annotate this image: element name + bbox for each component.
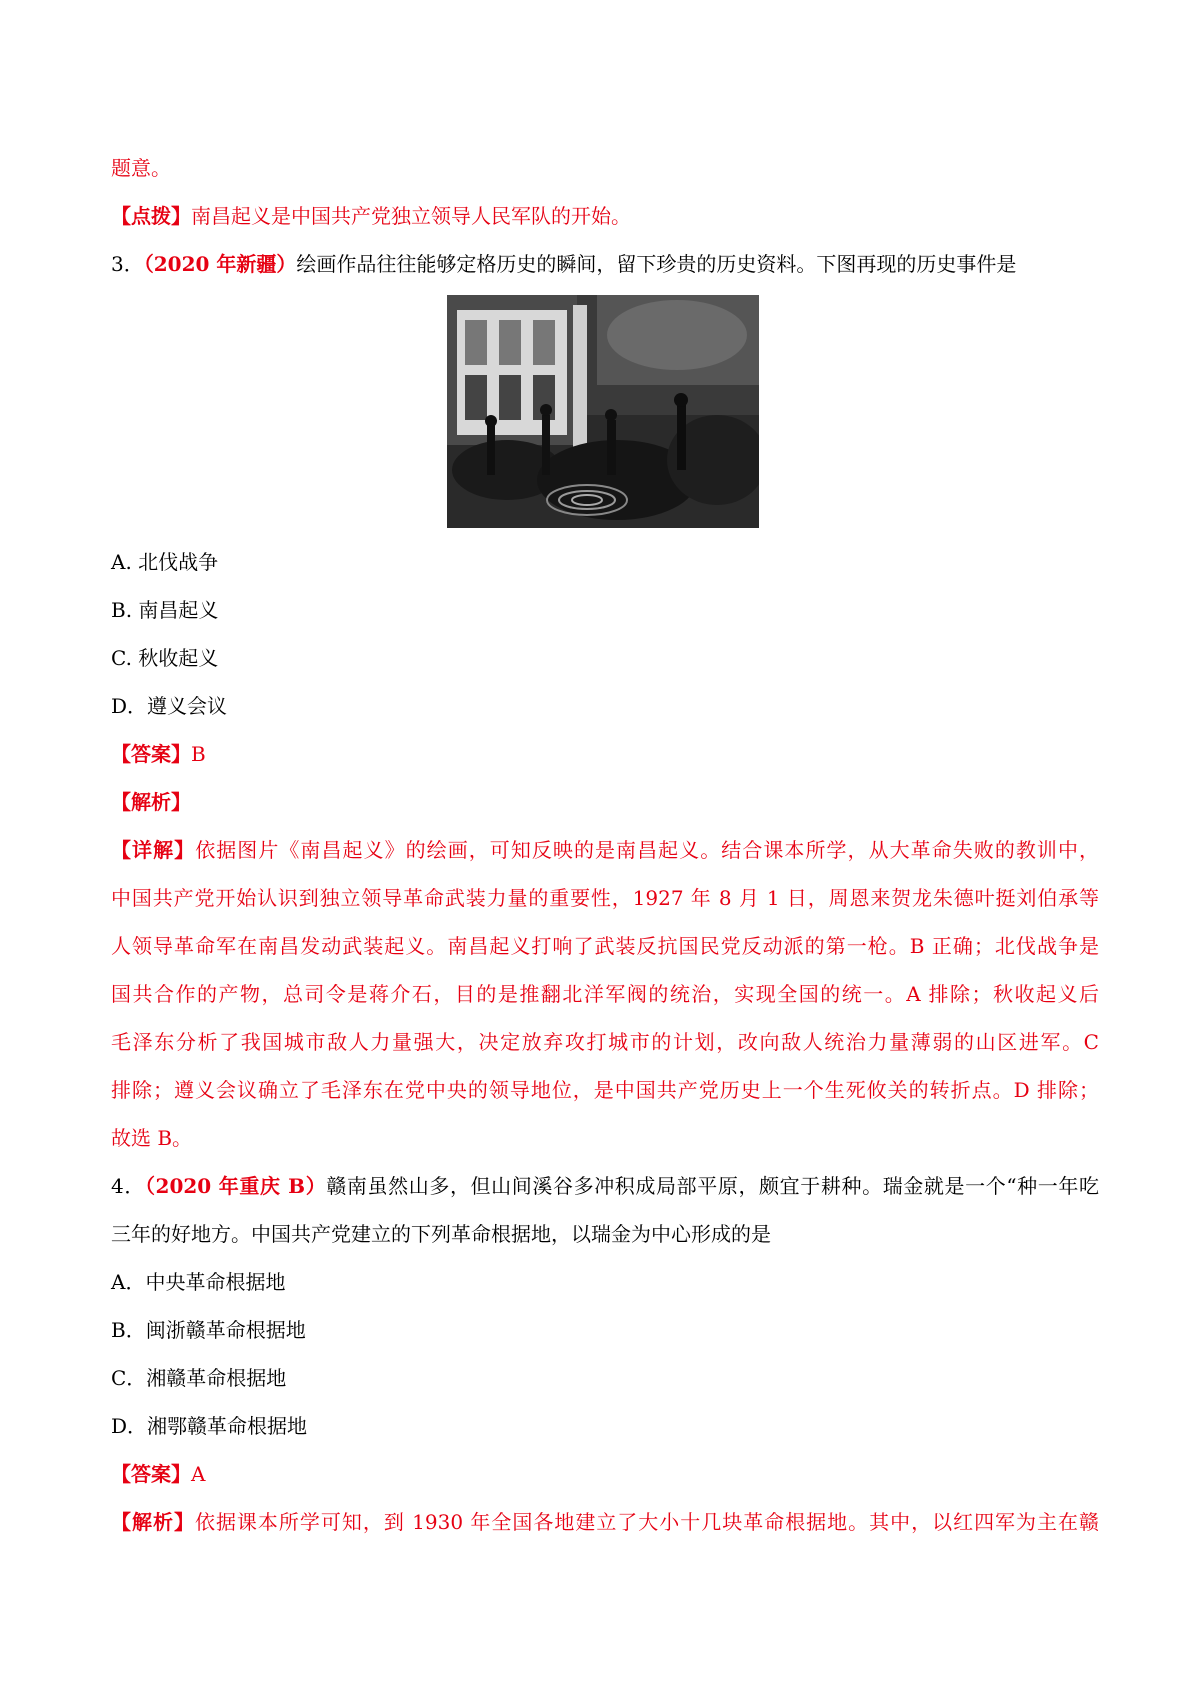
q4-option-b: B．闽浙赣革命根据地 <box>111 1318 306 1342</box>
q3-answer <box>111 740 206 768</box>
q4-analysis <box>111 1508 1099 1536</box>
q3-stem-text: 绘画作品往往能够定格历史的瞬间，留下珍贵的历史资料。下图再现的历史事件是 <box>296 252 1017 276</box>
q3-detail-line: 排除；遵义会议确立了毛泽东在党中央的领导地位，是中国共产党历史上一个生死攸关的转折点。D 排除； <box>111 1078 1099 1102</box>
q4-answer <box>111 1460 205 1488</box>
q4-stem <box>111 1172 1099 1200</box>
q3-number: 3． <box>111 252 144 276</box>
q3-option-c: C. 秋收起义 <box>111 646 219 670</box>
q4-analysis-text: 依据课本所学可知，到 1930 年全国各地建立了大小十几块革命根据地。其中，以红四军为主在赣 <box>194 1510 1099 1534</box>
q4-number: 4． <box>111 1174 145 1198</box>
q4-option-c: C．湘赣革命根据地 <box>111 1366 287 1390</box>
q3-option-d: D．遵义会议 <box>111 694 228 718</box>
q3-answer-value: B <box>191 742 206 766</box>
q3-analysis-label: 【解析】 <box>111 790 191 814</box>
q4-option-d: D．湘鄂赣革命根据地 <box>111 1414 308 1438</box>
q4-option-a: A．中央革命根据地 <box>111 1270 286 1294</box>
q3-source: （2020 年新疆） <box>143 252 297 276</box>
q3-detail-line <box>111 836 1099 864</box>
q4-stem-text: 赣南虽然山多，但山间溪谷多冲积成局部平原，颇宜于耕种。瑞金就是一个“种一年吃 <box>326 1174 1099 1198</box>
hint-text: 南昌起义是中国共产党独立领导人民军队的开始。 <box>191 204 631 228</box>
q3-stem <box>111 250 1016 278</box>
q4-source: （2020 年重庆 B） <box>144 1174 327 1198</box>
prev-tail: 题意。 <box>111 156 171 180</box>
nanchang-uprising-painting-icon <box>447 295 759 528</box>
q3-option-b: B. 南昌起义 <box>111 598 219 622</box>
q3-detail-line: 故选 B。 <box>111 1126 193 1150</box>
q4-analysis-label: 【解析】 <box>111 1510 195 1534</box>
q4-stem-line2: 三年的好地方。中国共产党建立的下列革命根据地，以瑞金为中心形成的是 <box>111 1222 771 1246</box>
hint-label: 【点拨】 <box>111 204 191 228</box>
q3-detail-text: 依据图片《南昌起义》的绘画，可知反映的是南昌起义。结合课本所学，从大革命失败的教训中， <box>195 838 1100 862</box>
q3-detail-line: 国共合作的产物，总司令是蒋介石，目的是推翻北洋军阀的统治，实现全国的统一。A 排除；秋收起义后 <box>111 982 1099 1006</box>
q3-option-a: A. 北伐战争 <box>111 550 219 574</box>
q4-answer-label: 【答案】 <box>111 1462 191 1486</box>
q4-answer-value: A <box>191 1462 206 1486</box>
q3-detail-label: 【详解】 <box>111 838 196 862</box>
q3-answer-label: 【答案】 <box>111 742 191 766</box>
q3-detail-line: 人领导革命军在南昌发动武装起义。南昌起义打响了武装反抗国民党反动派的第一枪。B 正确；北伐战争是 <box>111 934 1099 958</box>
q3-detail-line: 毛泽东分析了我国城市敌人力量强大，决定放弃攻打城市的计划，改向敌人统治力量薄弱的山区进军。C <box>111 1030 1099 1054</box>
q3-detail-line: 中国共产党开始认识到独立领导革命武装力量的重要性，1927 年 8 月 1 日，周恩来贺龙朱德叶挺刘伯承等 <box>111 886 1099 910</box>
prev-hint <box>111 202 631 230</box>
